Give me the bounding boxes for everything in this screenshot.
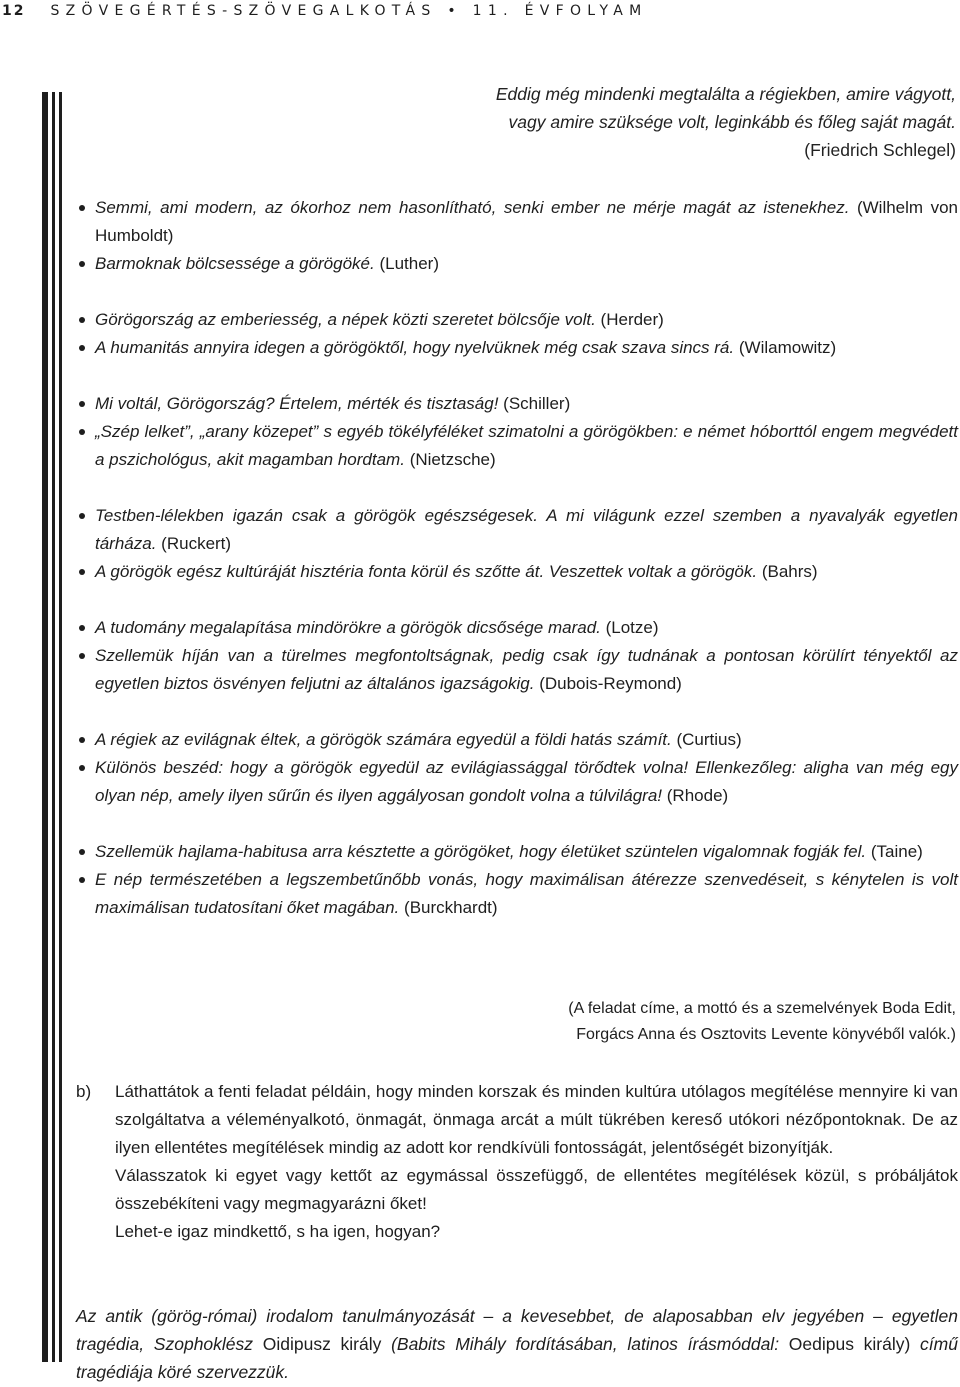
quote-author: (Luther) [379,254,439,273]
quote-text: Semmi, ami modern, az ókorhoz nem hasonlítható, senki ember ne mérje magát az istenekhez. [95,198,850,217]
quote-text: Szellemük híján van a türelmes megfontoltságnak, pedig csak így tudnának a pontosan körülírt tényektől az egyetlen biztos ösvényen feljutni az általános igazságokig. [95,646,958,693]
quote-item [76,502,958,558]
quote-author: (Wilhelm von Humboldt) [95,198,959,245]
quote-list [76,194,958,922]
quote-author: (Nietzsche) [409,450,496,469]
quote-author: (Schiller) [503,394,571,413]
margin-bar [59,92,62,1362]
quote-item [76,418,958,474]
quote-text: Szellemük hajlama-habitusa arra késztette a görögöket, hogy életüket szüntelen vigalomnak fogják fel. [95,842,867,861]
source-line: (A feladat címe, a mottó és a szemelvények Boda Edit, [568,1000,956,1017]
quote-item [76,558,958,586]
quote-item [76,866,958,922]
quote-author: (Curtius) [676,730,742,749]
quote-text: Különös beszéd: hogy a görögök egyedül az evilágiassággal törődtek volna! Ellenkezőleg: aligha van még egy olyan nép, amely ilyen sűrűn és ilyen aggályosan gondolt volna a túlvilágra! [95,758,958,805]
closing-text: (Babits Mihály fordításában, latinos írásmóddal: [391,1334,780,1354]
quote-item [76,194,958,250]
quote-item [76,754,958,810]
quote-item [76,334,958,362]
quote-spacer [76,698,958,726]
motto-line: vagy amire szüksége volt, leginkább és főleg saját magát. [508,112,956,132]
quote-text: „Szép lelket”, „arany közepet” s egyéb tökélyféléket szimatolni a görögökben: e német hóborttól engem megvédett a pszichológus, akit magamban hordtam. [95,422,958,469]
quote-text: Barmoknak bölcsessége a görögöké. [95,254,375,273]
quote-author: (Herder) [600,310,664,329]
source-line: Forgács Anna és Osztovits Levente könyvéből valók.) [576,1026,956,1043]
quote-spacer [76,810,958,838]
task-b [76,1078,958,1246]
quote-text: Testben-lélekben igazán csak a görögök egészségesek. A mi világunk ezzel szemben a nyavalyák egyetlen tárháza. [95,506,958,553]
quote-item [76,614,958,642]
motto [356,80,956,164]
quote-author: (Wilamowitz) [738,338,837,357]
margin-bar [42,92,48,1362]
quote-text: A humanitás annyira idegen a görögöktől, hogy nyelvüknek még csak szava sincs rá. [95,338,735,357]
quote-spacer [76,362,958,390]
task-paragraph: Láthattátok a fenti feladat példáin, hogy minden korszak és minden kultúra utólagos megítélése mennyire ki van szolgáltatva a véleményalkotó, önmagát, önmaga arcát a múlt tükrében kereső utókori nézőpontoknak. De az ilyen ellentétes megítélések mindig az adott kor rendkívüli fontosságát, jelentőségét bizonyítják. [115,1082,958,1157]
closing-paragraph [76,1302,958,1386]
quote-text: E nép természetében a legszembetűnőbb vonás, hogy maximálisan átérezze szenvedéseit, s kénytelen is volt maximálisan tudatosítani őket magában. [95,870,958,917]
source-note [396,996,956,1048]
work-title: Oidipusz király [262,1334,382,1354]
page-header [0,0,960,22]
quote-spacer [76,474,958,502]
quote-author: (Bahrs) [761,562,818,581]
quote-item [76,838,958,866]
quote-author: (Dubois-Reymond) [539,674,682,693]
running-title: SZÖVEGÉRTÉS-SZÖVEGALKOTÁS • 11. ÉVFOLYAM [50,3,648,19]
quote-text: A görögök egész kultúráját hisztéria fonta körül és szőtte át. Veszettek voltak a görögök. [95,562,758,581]
task-label: b) [76,1082,92,1101]
quote-author: (Burckhardt) [404,898,498,917]
task-paragraph: Válasszatok ki egyet vagy kettőt az egymással összefüggő, de ellentétes megítélések közül, s próbáljátok összebékíteni vagy megmagyarázni őket! [115,1166,958,1213]
quote-item [76,306,958,334]
quote-text: Görögország az emberiesség, a népek közti szeretet bölcsője volt. [95,310,596,329]
quote-item [76,642,958,698]
quote-author: (Lotze) [605,618,659,637]
margin-bar [52,92,55,1362]
quote-spacer [76,278,958,306]
quote-author: (Rhode) [666,786,729,805]
quote-item [76,390,958,418]
work-title-latin: Oedipus király) [788,1334,911,1354]
quote-text: A tudomány megalapítása mindörökre a görögök dicsősége marad. [95,618,601,637]
task-paragraph: Lehet-e igaz mindkettő, s ha igen, hogyan? [115,1222,441,1241]
motto-line: Eddig még mindenki megtalálta a régiekben, amire vágyott, [495,84,956,104]
closing-text: című tragédiája köré szervezzük. [76,1334,958,1382]
motto-author: (Friedrich Schlegel) [804,140,956,160]
quote-item [76,250,958,278]
quote-item [76,726,958,754]
quote-text: A régiek az evilágnak éltek, a görögök számára egyedül a földi hatás számít. [95,730,672,749]
closing-text: Az antik (görög-római) irodalom tanulmányozását – a kevesebbet, de alaposabban elv jegyében – egyetlen tragédia, Szophoklész [76,1306,958,1354]
quote-text: Mi voltál, Görögország? Értelem, mérték és tisztaság! [95,394,499,413]
page-number: 12 [2,3,26,19]
quote-spacer [76,586,958,614]
quote-author: (Taine) [870,842,923,861]
quote-author: (Ruckert) [161,534,232,553]
